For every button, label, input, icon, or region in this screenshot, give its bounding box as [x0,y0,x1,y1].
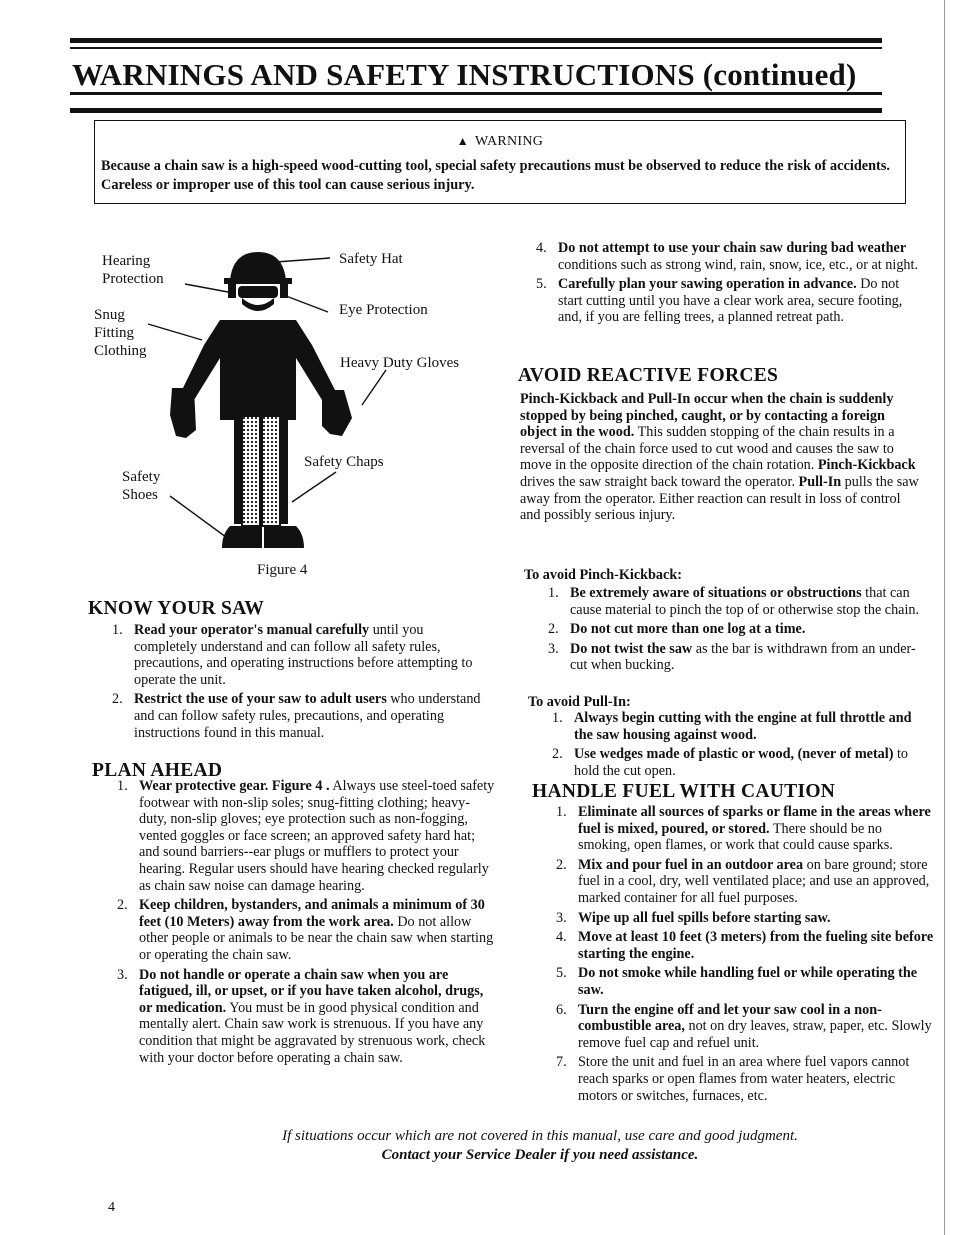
header-rule-top [70,38,882,43]
list-item [556,804,936,854]
item-number: 1. [552,710,563,726]
item-bold: Keep children, bystanders, and animals a minimum of 30 feet (10 Meters) away from the work area. [139,897,485,930]
reactive-intro-bold: Pinch-Kickback and Pull-In occur when the chain is suddenly stopped by being pinched, caught, or by contacting a foreign object in the wood. [520,391,894,441]
heading-know-your-saw: KNOW YOUR SAW [88,598,265,619]
item-bold: Use wedges made of plastic or wood, (never of metal) [574,746,894,763]
item-text: until you completely understand and can follow all safety rules, precautions, and operating instructions before attempting to operate the unit. [134,622,473,688]
item-bold: Eliminate all sources of sparks or flame in the areas where fuel is mixed, poured, or stored. [578,804,931,837]
list-item [112,691,490,741]
page-title: WARNINGS AND SAFETY INSTRUCTIONS (continued) [72,57,857,92]
item-text: Do not allow other people or animals to be near the chain saw when starting or operating the chain saw. [139,913,494,963]
label-heavy-duty-gloves: Heavy Duty Gloves [340,355,460,371]
item-text: on bare ground; store fuel in a cool, dry, well ventilated place; and use an approved, marked container for all fuel purposes. [578,856,930,906]
item-number: 4. [556,929,567,946]
item-number: 3. [548,640,559,657]
item-number: 4. [536,240,547,256]
item-text: not on dry leaves, straw, paper, etc. Slowly remove fuel cap and refuel unit. [578,1018,932,1051]
list-item [536,240,920,273]
item-bold: Wipe up all fuel spills before starting saw. [578,909,831,926]
item-number: 3. [556,909,567,926]
reactive-intro-text: This sudden stopping of the chain results in a reversal of the chain force used to cut wood and causes the saw to move in the opposite direction of the chain rotation. [520,424,895,474]
list-item [556,929,936,962]
list-item [548,641,926,674]
header-rule-bottom [70,92,882,95]
list-item [117,967,497,1067]
item-text: conditions such as strong wind, rain, snow, ice, etc., or at night. [558,256,919,273]
item-text: that can cause material to pinch the top of or otherwise stop the chain. [570,585,920,618]
item-text: You must be in good physical condition and mentally alert. Chain saw work is strenuous. If you have any condition that might be aggravated by strenuous work, check with your doctor before operating a chain saw. [139,999,486,1066]
protective-gear-figure [90,240,490,570]
list-item [552,710,930,743]
pinch-kickback-list [548,585,926,677]
item-number: 5. [536,276,547,293]
heading-avoid-reactive-forces: AVOID REACTIVE FORCES [518,365,779,386]
list-item [117,897,497,963]
left-glove-icon [170,388,196,438]
item-bold: Restrict the use of your saw to adult users [134,691,387,708]
item-number: 3. [117,966,128,983]
label-safety-shoes: Safety Shoes [122,469,161,503]
item-text: who understand and can follow safety rules, precautions, and operating instructions found in this manual. [134,691,481,741]
pinch-kickback-text: drives the saw straight back toward the operator. [520,473,795,490]
list-item [536,276,920,326]
know-your-saw-list [112,622,490,744]
item-bold: Turn the engine off and let your saw cool in a non-combustible area, [578,1001,882,1035]
item-number: 6. [556,1001,567,1018]
item-bold: Always begin cutting with the engine at full throttle and the saw housing against wood. [574,710,912,743]
label-hearing-protection: Hearing Protection [102,253,164,287]
heading-plan-ahead: PLAN AHEAD [92,760,223,781]
list-item [552,746,930,779]
heading-avoid-pinch-kickback: To avoid Pinch-Kickback: [524,567,682,583]
header-rule-bottom-thick [70,108,882,113]
handle-fuel-list [556,804,936,1107]
item-bold: Do not attempt to use your chain saw during bad weather [558,240,907,256]
list-item [556,857,936,907]
pull-in-list [552,710,930,782]
page-number: 4 [108,1200,115,1215]
item-bold: Move at least 10 feet (3 meters) from the fueling site before starting the engine. [578,929,934,962]
safety-chaps-icon [242,416,260,526]
warning-label-text: WARNING [474,134,544,149]
item-text: There should be no smoking, open flames, or work that could cause sparks. [578,820,893,854]
list-item [548,585,926,618]
item-text: Do not start cutting until you have a clear work area, secure footing, and, if you are felling trees, a planned retreat path. [558,276,903,326]
item-bold: Be extremely aware of situations or obstructions [570,585,862,601]
footer-note [150,1127,930,1165]
list-item [556,1002,936,1052]
list-item [556,910,936,927]
plan-ahead-list [117,778,497,1069]
item-bold: Carefully plan your sawing operation in advance. [558,276,857,293]
list-item [548,621,926,638]
label-eye-protection: Eye Protection [339,302,428,318]
item-number: 7. [556,1054,567,1071]
right-glove-icon [322,390,352,436]
heading-avoid-pull-in: To avoid Pull-In: [528,694,631,710]
item-bold: Read your operator's manual carefully [134,622,370,638]
header-rule-mid [70,47,882,49]
safety-hat-icon [230,252,286,280]
pinch-kickback-term: Pinch-Kickback [817,457,916,474]
item-number: 1. [117,778,128,794]
reactive-forces-paragraph [520,391,920,524]
eye-protection-icon [238,286,278,298]
snug-clothing-icon [182,320,335,420]
footer-line-2-text: Contact your Service Dealer if you need assistance. [381,1147,699,1163]
label-safety-hat: Safety Hat [339,251,403,267]
item-number: 1. [112,622,123,638]
item-number: 5. [556,965,567,982]
margin-scan-line [944,0,945,1235]
item-number: 1. [556,804,567,820]
footer-line-1: If situations occur which are not covered in this manual, use care and good judgment. [282,1128,798,1144]
item-number: 1. [548,585,559,601]
list-item [556,1054,936,1104]
pull-in-text: pulls the saw away from the operator. Either reaction can result in loss of control and possibly serious injury. [520,473,919,524]
item-bold: Mix and pour fuel in an outdoor area [578,856,804,873]
list-item [117,778,497,894]
footer-line-2 [150,1146,930,1165]
continued-list [536,240,920,329]
item-number: 2. [548,621,559,638]
item-number: 2. [552,746,563,763]
warning-triangle-icon: ▲ [456,134,469,148]
item-bold: Do not cut more than one log at a time. [570,621,806,638]
item-bold: Do not handle or operate a chain saw when you are fatigued, ill, or upset, or if you have taken alcohol, drugs, or medication. [139,966,484,1016]
warning-label [95,134,905,150]
warning-box [94,120,906,204]
item-number: 2. [117,897,128,914]
item-bold: Wear protective gear. Figure 4 . [139,778,330,794]
pull-in-term: Pull-In [798,473,842,490]
item-bold: Do not twist the saw [570,640,693,657]
label-snug-fitting-clothing: Snug Fitting Clothing [94,307,147,359]
item-number: 2. [556,856,567,873]
heading-handle-fuel: HANDLE FUEL WITH CAUTION [532,781,836,802]
label-safety-chaps: Safety Chaps [304,454,384,470]
list-item [112,622,490,688]
item-text: Always use steel-toed safety footwear with non-slip soles; snug-fitting clothing; heavy-duty, non-slip gloves; eye protection such as non-fogging, vented goggles or face screen; an approved safety hard hat; and sound barriers--ear plugs or mufflers to protect your hearing. Regular users should have hearing checked regularly as chain saw noise can damage hearing. [139,778,495,894]
list-item [556,965,936,998]
item-text: as the bar is withdrawn from an under-cut when bucking. [570,640,916,674]
warning-text: Because a chain saw is a high-speed wood-cutting tool, special safety precautions must be observed to reduce the risk of accidents. Careless or improper use of this tool can cause serious injury. [101,158,890,193]
item-bold: Do not smoke while handling fuel or while operating the saw. [578,965,918,998]
item-text: to hold the cut open. [574,746,909,779]
figure-caption: Figure 4 [257,562,308,578]
item-number: 2. [112,691,123,708]
safety-shoes-icon [222,526,262,548]
item-text: Store the unit and fuel in an area where fuel vapors cannot reach sparks or open flames from water heaters, electric motors or switches, furnaces, etc. [578,1054,910,1104]
